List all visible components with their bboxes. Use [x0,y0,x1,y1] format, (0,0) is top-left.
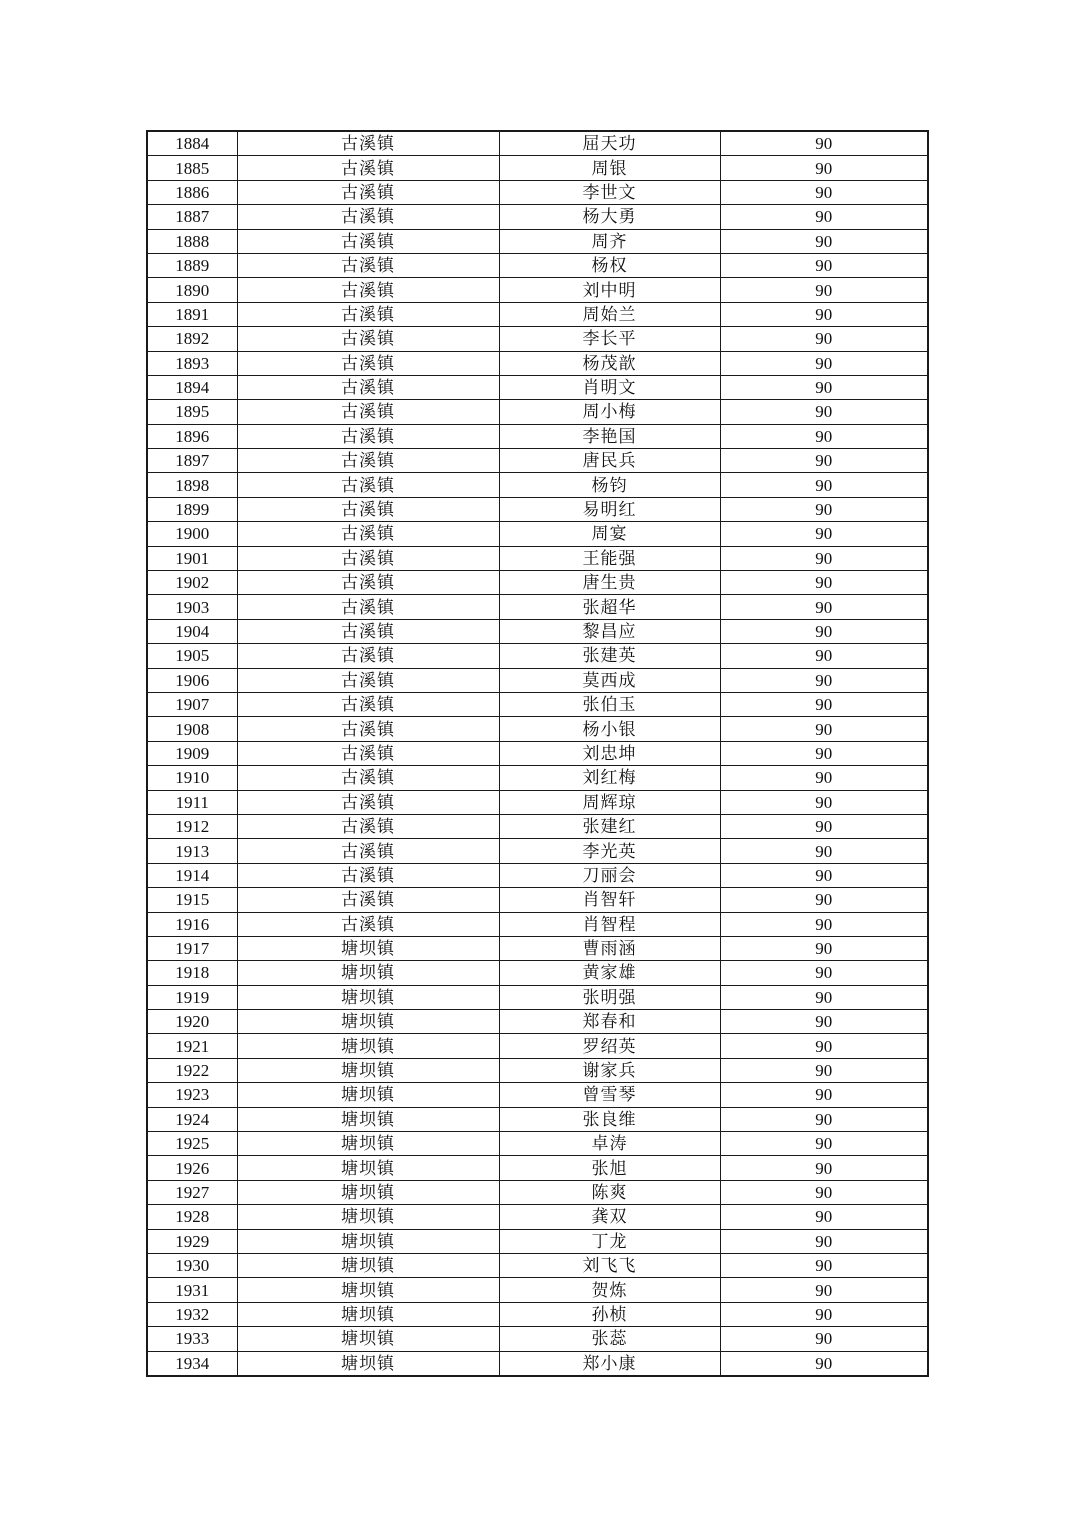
name-cell: 刘忠坤 [499,741,720,765]
table-row [147,205,928,229]
town-cell: 古溪镇 [237,449,499,473]
row-number-cell: 1915 [147,888,237,912]
score-cell: 90 [720,1180,928,1204]
table-row [147,961,928,985]
row-number-cell: 1884 [147,131,237,156]
town-cell: 古溪镇 [237,888,499,912]
score-cell: 90 [720,546,928,570]
table-row [147,912,928,936]
name-cell: 张伯玉 [499,692,720,716]
score-cell: 90 [720,156,928,180]
score-cell: 90 [720,327,928,351]
name-cell: 陈爽 [499,1180,720,1204]
table-row [147,1132,928,1156]
row-number-cell: 1907 [147,692,237,716]
town-cell: 塘坝镇 [237,1034,499,1058]
row-number-cell: 1891 [147,302,237,326]
row-number-cell: 1893 [147,351,237,375]
name-cell: 张明强 [499,985,720,1009]
score-cell: 90 [720,863,928,887]
score-cell: 90 [720,229,928,253]
table-row [147,717,928,741]
name-cell: 屈天功 [499,131,720,156]
table-row [147,229,928,253]
row-number-cell: 1885 [147,156,237,180]
town-cell: 塘坝镇 [237,1229,499,1253]
town-cell: 古溪镇 [237,229,499,253]
table-row [147,863,928,887]
score-cell: 90 [720,1010,928,1034]
score-cell: 90 [720,985,928,1009]
row-number-cell: 1902 [147,571,237,595]
town-cell: 古溪镇 [237,546,499,570]
table-row [147,278,928,302]
table-row [147,595,928,619]
row-number-cell: 1928 [147,1205,237,1229]
town-cell: 古溪镇 [237,156,499,180]
name-cell: 周辉琼 [499,790,720,814]
name-cell: 李世文 [499,180,720,204]
score-cell: 90 [720,766,928,790]
name-cell: 周始兰 [499,302,720,326]
name-cell: 刘中明 [499,278,720,302]
score-cell: 90 [720,180,928,204]
table-row [147,985,928,1009]
name-cell: 易明红 [499,497,720,521]
name-cell: 谢家兵 [499,1058,720,1082]
table-row [147,1034,928,1058]
score-cell: 90 [720,912,928,936]
town-cell: 古溪镇 [237,327,499,351]
row-number-cell: 1931 [147,1278,237,1302]
table-row [147,790,928,814]
score-cell: 90 [720,595,928,619]
name-cell: 张良维 [499,1107,720,1131]
table-body [147,131,928,1376]
name-cell: 刀丽会 [499,863,720,887]
table-row [147,668,928,692]
town-cell: 塘坝镇 [237,1083,499,1107]
score-cell: 90 [720,1351,928,1376]
town-cell: 古溪镇 [237,180,499,204]
row-number-cell: 1929 [147,1229,237,1253]
name-cell: 孙桢 [499,1302,720,1326]
score-cell: 90 [720,1253,928,1277]
table-row [147,741,928,765]
row-number-cell: 1887 [147,205,237,229]
table-row [147,814,928,838]
town-cell: 古溪镇 [237,619,499,643]
row-number-cell: 1932 [147,1302,237,1326]
name-cell: 张超华 [499,595,720,619]
table-row [147,619,928,643]
table-row [147,400,928,424]
table-row [147,1229,928,1253]
town-cell: 古溪镇 [237,302,499,326]
score-cell: 90 [720,961,928,985]
town-cell: 古溪镇 [237,741,499,765]
score-cell: 90 [720,1327,928,1351]
score-cell: 90 [720,351,928,375]
name-cell: 张建红 [499,814,720,838]
score-cell: 90 [720,571,928,595]
table-row [147,1156,928,1180]
score-cell: 90 [720,936,928,960]
row-number-cell: 1900 [147,522,237,546]
score-cell: 90 [720,424,928,448]
name-cell: 刘红梅 [499,766,720,790]
town-cell: 塘坝镇 [237,1351,499,1376]
table-row [147,473,928,497]
row-number-cell: 1908 [147,717,237,741]
town-cell: 古溪镇 [237,839,499,863]
row-number-cell: 1919 [147,985,237,1009]
name-cell: 周银 [499,156,720,180]
score-cell: 90 [720,522,928,546]
town-cell: 塘坝镇 [237,1327,499,1351]
table-row [147,1083,928,1107]
row-number-cell: 1914 [147,863,237,887]
table-row [147,424,928,448]
row-number-cell: 1909 [147,741,237,765]
row-number-cell: 1906 [147,668,237,692]
name-cell: 张建英 [499,644,720,668]
table-row [147,1253,928,1277]
row-number-cell: 1921 [147,1034,237,1058]
town-cell: 塘坝镇 [237,1180,499,1204]
table-row [147,180,928,204]
town-cell: 古溪镇 [237,766,499,790]
town-cell: 古溪镇 [237,400,499,424]
town-cell: 古溪镇 [237,717,499,741]
data-table [146,130,929,1377]
table-row [147,839,928,863]
score-cell: 90 [720,668,928,692]
score-cell: 90 [720,1156,928,1180]
row-number-cell: 1920 [147,1010,237,1034]
table-row [147,888,928,912]
row-number-cell: 1889 [147,253,237,277]
name-cell: 李长平 [499,327,720,351]
table-wrapper [146,130,929,1377]
score-cell: 90 [720,1302,928,1326]
town-cell: 古溪镇 [237,205,499,229]
row-number-cell: 1911 [147,790,237,814]
table-row [147,1302,928,1326]
score-cell: 90 [720,205,928,229]
table-row [147,253,928,277]
score-cell: 90 [720,302,928,326]
table-row [147,449,928,473]
row-number-cell: 1901 [147,546,237,570]
score-cell: 90 [720,717,928,741]
row-number-cell: 1895 [147,400,237,424]
name-cell: 张蕊 [499,1327,720,1351]
name-cell: 刘飞飞 [499,1253,720,1277]
score-cell: 90 [720,1132,928,1156]
table-row [147,766,928,790]
town-cell: 古溪镇 [237,814,499,838]
name-cell: 卓涛 [499,1132,720,1156]
table-row [147,131,928,156]
table-row [147,1351,928,1376]
table-row [147,1327,928,1351]
name-cell: 唐民兵 [499,449,720,473]
town-cell: 塘坝镇 [237,1302,499,1326]
town-cell: 古溪镇 [237,863,499,887]
town-cell: 塘坝镇 [237,1010,499,1034]
table-row [147,1180,928,1204]
score-cell: 90 [720,644,928,668]
table-row [147,302,928,326]
score-cell: 90 [720,1107,928,1131]
town-cell: 古溪镇 [237,692,499,716]
name-cell: 杨权 [499,253,720,277]
name-cell: 肖智程 [499,912,720,936]
row-number-cell: 1927 [147,1180,237,1204]
town-cell: 塘坝镇 [237,1107,499,1131]
name-cell: 周齐 [499,229,720,253]
row-number-cell: 1933 [147,1327,237,1351]
name-cell: 唐生贵 [499,571,720,595]
row-number-cell: 1899 [147,497,237,521]
score-cell: 90 [720,497,928,521]
name-cell: 杨小银 [499,717,720,741]
row-number-cell: 1923 [147,1083,237,1107]
name-cell: 郑小康 [499,1351,720,1376]
row-number-cell: 1898 [147,473,237,497]
score-cell: 90 [720,278,928,302]
town-cell: 塘坝镇 [237,961,499,985]
row-number-cell: 1924 [147,1107,237,1131]
town-cell: 古溪镇 [237,522,499,546]
name-cell: 曾雪琴 [499,1083,720,1107]
score-cell: 90 [720,375,928,399]
name-cell: 周小梅 [499,400,720,424]
row-number-cell: 1890 [147,278,237,302]
town-cell: 古溪镇 [237,668,499,692]
town-cell: 古溪镇 [237,595,499,619]
name-cell: 黄家雄 [499,961,720,985]
name-cell: 肖智轩 [499,888,720,912]
score-cell: 90 [720,253,928,277]
table-row [147,546,928,570]
row-number-cell: 1904 [147,619,237,643]
row-number-cell: 1912 [147,814,237,838]
score-cell: 90 [720,814,928,838]
score-cell: 90 [720,619,928,643]
score-cell: 90 [720,1229,928,1253]
town-cell: 塘坝镇 [237,1058,499,1082]
score-cell: 90 [720,692,928,716]
table-row [147,571,928,595]
table-row [147,351,928,375]
town-cell: 古溪镇 [237,131,499,156]
score-cell: 90 [720,449,928,473]
town-cell: 塘坝镇 [237,1253,499,1277]
score-cell: 90 [720,1058,928,1082]
score-cell: 90 [720,131,928,156]
score-cell: 90 [720,741,928,765]
town-cell: 古溪镇 [237,473,499,497]
score-cell: 90 [720,839,928,863]
table-row [147,936,928,960]
row-number-cell: 1917 [147,936,237,960]
name-cell: 莫西成 [499,668,720,692]
town-cell: 塘坝镇 [237,936,499,960]
town-cell: 古溪镇 [237,912,499,936]
score-cell: 90 [720,888,928,912]
table-row [147,692,928,716]
town-cell: 古溪镇 [237,644,499,668]
row-number-cell: 1886 [147,180,237,204]
row-number-cell: 1926 [147,1156,237,1180]
town-cell: 古溪镇 [237,424,499,448]
name-cell: 周宴 [499,522,720,546]
town-cell: 古溪镇 [237,253,499,277]
row-number-cell: 1897 [147,449,237,473]
name-cell: 杨钧 [499,473,720,497]
table-row [147,327,928,351]
score-cell: 90 [720,1205,928,1229]
score-cell: 90 [720,400,928,424]
town-cell: 古溪镇 [237,497,499,521]
name-cell: 王能强 [499,546,720,570]
table-row [147,1058,928,1082]
town-cell: 塘坝镇 [237,1278,499,1302]
row-number-cell: 1894 [147,375,237,399]
score-cell: 90 [720,1278,928,1302]
row-number-cell: 1905 [147,644,237,668]
name-cell: 曹雨涵 [499,936,720,960]
town-cell: 古溪镇 [237,375,499,399]
town-cell: 塘坝镇 [237,1156,499,1180]
town-cell: 古溪镇 [237,278,499,302]
table-row [147,644,928,668]
score-cell: 90 [720,1034,928,1058]
name-cell: 罗绍英 [499,1034,720,1058]
row-number-cell: 1896 [147,424,237,448]
name-cell: 丁龙 [499,1229,720,1253]
town-cell: 塘坝镇 [237,985,499,1009]
table-row [147,1278,928,1302]
name-cell: 张旭 [499,1156,720,1180]
town-cell: 古溪镇 [237,351,499,375]
row-number-cell: 1922 [147,1058,237,1082]
name-cell: 李光英 [499,839,720,863]
table-row [147,522,928,546]
row-number-cell: 1934 [147,1351,237,1376]
table-row [147,1010,928,1034]
name-cell: 郑春和 [499,1010,720,1034]
name-cell: 杨茂歆 [499,351,720,375]
name-cell: 龚双 [499,1205,720,1229]
row-number-cell: 1925 [147,1132,237,1156]
town-cell: 塘坝镇 [237,1132,499,1156]
table-row [147,1205,928,1229]
town-cell: 塘坝镇 [237,1205,499,1229]
row-number-cell: 1930 [147,1253,237,1277]
row-number-cell: 1918 [147,961,237,985]
table-row [147,1107,928,1131]
table-row [147,497,928,521]
name-cell: 贺炼 [499,1278,720,1302]
score-cell: 90 [720,790,928,814]
row-number-cell: 1916 [147,912,237,936]
row-number-cell: 1903 [147,595,237,619]
name-cell: 肖明文 [499,375,720,399]
table-row [147,375,928,399]
score-cell: 90 [720,473,928,497]
town-cell: 古溪镇 [237,790,499,814]
name-cell: 黎昌应 [499,619,720,643]
row-number-cell: 1892 [147,327,237,351]
row-number-cell: 1888 [147,229,237,253]
town-cell: 古溪镇 [237,571,499,595]
row-number-cell: 1910 [147,766,237,790]
score-cell: 90 [720,1083,928,1107]
name-cell: 杨大勇 [499,205,720,229]
row-number-cell: 1913 [147,839,237,863]
table-row [147,156,928,180]
name-cell: 李艳国 [499,424,720,448]
